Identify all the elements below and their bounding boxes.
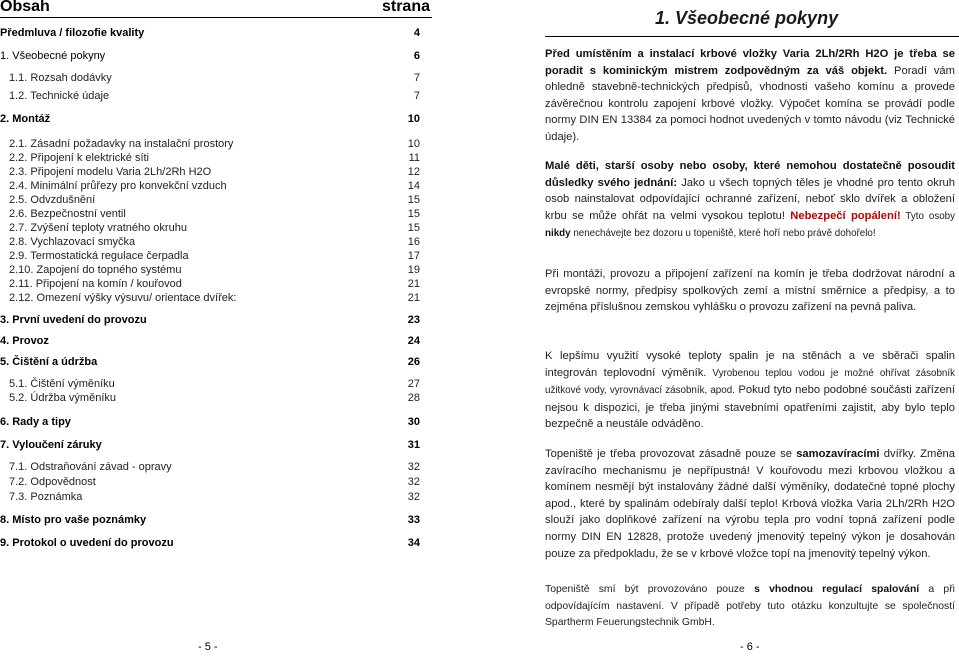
emphasis-self-closing: samozavíracími <box>796 448 880 460</box>
paragraph-text: K lepšímu využití vysoké teploty spalin je na stěnách a ve sběrači spalin integrován teplovodní výměník. <box>545 350 955 379</box>
paragraph-text: a při odpovídajícím nastavení. V případě potřeby tuto otázku konzultujte se společností Spartherm Feuerungstechnik GmbH. <box>545 584 955 629</box>
paragraph-chimney-consultation <box>545 46 955 146</box>
toc-entry-page: 32 <box>407 491 420 503</box>
toc-entry-page: 10 <box>407 113 420 125</box>
toc-entry-page: 4 <box>413 27 420 39</box>
toc-entry-text: 7. Vyloučení záruky <box>0 439 102 451</box>
toc-entry-page: 23 <box>407 314 420 326</box>
toc-entry-page: 19 <box>407 264 420 276</box>
toc-entry-text: 7.1. Odstraňování závad - opravy <box>9 461 172 473</box>
paragraph-standards: Při montáži, provozu a připojení zařízení na komín je třeba dodržovat národní a evropské normy, předpisy spolkových zemí a místní směrnice a předpisy, a to zejména příslušnou zemskou vyhlášku o provozu zařízení na pevná paliva. <box>545 268 955 314</box>
toc-entry-text: 2.1. Zásadní požadavky na instalační prostory <box>9 138 234 150</box>
toc-entry-text: 5.1. Čištění výměníku <box>9 378 115 390</box>
paragraph-text: dvířky. Změna zavíracího mechanismu je nepřípustná! V kouřovodu mezi krbovou vložkou a komínem nesmějí být instalovány žádné další výměníky, dodatečné topné plochy apod., které by spalinám odebíraly další teplo! Krbová vložka Varia 2Lh/2Rh H2O slouží jako doplňkové zařízení na výrobu tepla pro vodní topná zařízení podle normy DIN EN 12828, protože uvedený jmenovitý tepelný výkon je dosahován pouze za předpokladu, že se v krbové vložce topí na jmenovitý tepelný výkon. <box>545 448 955 560</box>
paragraph-children-warning <box>545 158 955 243</box>
toc-entry-text: 2.3. Připojení modelu Varia 2Lh/2Rh H2O <box>9 166 212 178</box>
bold-lead: Malé děti, starší osoby nebo osoby, které nemohou dostatečně posoudit důsledky svého jednání: <box>545 160 955 189</box>
toc-entry-page: 6 <box>413 50 420 62</box>
toc-entry-text: Předmluva / filozofie kvality <box>0 27 145 39</box>
toc-entry-page: 33 <box>407 514 420 526</box>
toc-entry-text: 2.4. Minimální průřezy pro konvekční vzduch <box>9 180 227 192</box>
paragraph-text: Pokud tyto nebo podobné součásti zařízení nejsou k dispozici, je třeba jinými stavebními opatřeními zajistit, aby bylo teplo bezpečně a neustále odváděno. <box>545 384 955 431</box>
emphasis-never: nikdy <box>545 228 571 240</box>
toc-entry-text: 2.8. Vychlazovací smyčka <box>9 236 136 248</box>
toc-entry-text: 2.5. Odvzdušnění <box>9 194 96 206</box>
bold-lead: Před umístěním a instalací krbové vložky Varia 2Lh/2Rh H2O je třeba se poradit s kominickým mistrem zodpovědným za váš objekt. <box>545 48 955 77</box>
toc-entry-text: 9. Protokol o uvedení do provozu <box>0 537 174 549</box>
toc-entry-page: 31 <box>407 439 420 451</box>
toc-header-rule <box>0 17 432 18</box>
toc-entry-page: 12 <box>407 166 420 178</box>
burn-hazard-warning: Nebezpečí popálení! <box>784 209 901 222</box>
toc-entry-page: 21 <box>407 278 420 290</box>
paragraph-self-closing-door <box>545 446 955 562</box>
toc-entry-page: 26 <box>407 356 420 368</box>
toc-entry-text: 1. Všeobecné pokyny <box>0 50 106 62</box>
toc-entry-text: 2. Montáž <box>0 113 51 125</box>
toc-entry-page: 32 <box>407 476 420 488</box>
paragraph-text: Tyto osoby <box>900 210 956 222</box>
toc-entry-text: 2.9. Termostatická regulace čerpadla <box>9 250 189 262</box>
toc-entry-text: 1.2. Technické údaje <box>9 90 110 102</box>
toc-entry-page: 34 <box>407 537 420 549</box>
toc-entry-text: 2.10. Zapojení do topného systému <box>9 264 182 276</box>
toc-entry-text: 2.6. Bezpečnostní ventil <box>9 208 126 220</box>
toc-entry-page: 7 <box>413 72 420 84</box>
paragraph-text: Jako u všech topných těles je vhodné pro tento okruh osob nainstalovat odpovídající ochranné zařízení, neboť sklo dvířek a obložení krbu se může ohřát na velmi vysokou teplotu! <box>545 176 955 222</box>
toc-entry-text: 2.11. Připojení na komín / kouřovod <box>9 278 182 290</box>
paragraph-text: Topeniště smí být provozováno pouze <box>545 584 755 595</box>
emphasis-combustion-control: s vhodnou regulací spalování <box>754 584 920 595</box>
toc-heading: Obsah <box>0 0 50 15</box>
toc-entry-page: 24 <box>407 335 420 347</box>
paragraph-combustion-control <box>545 582 955 632</box>
toc-entry-page: 32 <box>407 461 420 473</box>
section-title: 1. Všeobecné pokyny <box>655 8 839 28</box>
toc-entry-text: 8. Místo pro vaše poznámky <box>0 514 147 526</box>
toc-entry-page: 7 <box>413 90 420 102</box>
toc-entry-text: 2.2. Připojení k elektrické síti <box>9 152 150 164</box>
toc-entry-text: 4. Provoz <box>0 335 49 347</box>
toc-header <box>0 0 432 18</box>
paragraph-text: Topeniště je třeba provozovat zásadně pouze se <box>545 448 797 460</box>
toc-entry-text: 5.2. Údržba výměníku <box>9 392 116 404</box>
toc-entry-page: 17 <box>407 250 420 262</box>
toc-page-column-label: strana <box>381 0 430 15</box>
page-number-left: - 5 - <box>198 641 218 653</box>
toc-entry-page: 16 <box>407 236 420 248</box>
toc-entry-page: 15 <box>407 222 420 234</box>
toc-entry-page: 10 <box>407 138 420 150</box>
toc-entry-page: 28 <box>407 392 420 404</box>
page-number-right: - 6 - <box>740 641 760 653</box>
toc-entry-text: 2.12. Omezení výšky výsuvu/ orientace dvířek: <box>9 292 237 304</box>
toc-entry-page: 11 <box>408 152 420 164</box>
paragraph-text: Vyrobenou teplou vodou je možné ohřívat zásobník užitkové vody, vyrovnávací zásobník, apod. <box>545 367 955 397</box>
section-title-rule <box>545 36 959 37</box>
toc-entry-page: 21 <box>407 292 420 304</box>
toc-entry-text: 5. Čištění a údržba <box>0 356 98 368</box>
toc-entry-page: 15 <box>407 194 420 206</box>
paragraph-heat-exchanger <box>545 348 955 433</box>
toc-entry-text: 7.3. Poznámka <box>9 491 83 503</box>
toc-entry-text: 2.7. Zvýšení teploty vratného okruhu <box>9 222 187 234</box>
toc-entry-page: 27 <box>407 378 420 390</box>
toc-entry-page: 30 <box>407 416 420 428</box>
paragraph-text: nenechávejte bez dozoru u topeniště, které hoří nebo právě dohořelo! <box>570 228 876 240</box>
toc-entry-text: 1.1. Rozsah dodávky <box>9 72 112 84</box>
paragraph-text: Poradí vám ohledně stavebně-technických předpisů, vhodnosti vašeho komínu a provede závěrečnou kontrolu zapojení krbové vložky. Výpočet komína se provádí podle normy DIN EN 13384 za pomoci hodnot uvedených v tomto návodu (viz Technické údaje). <box>545 64 955 143</box>
toc-entry-text: 7.2. Odpovědnost <box>9 476 96 488</box>
toc-entry-page: 14 <box>407 180 420 192</box>
toc-entry-text: 6. Rady a tipy <box>0 416 71 428</box>
toc-entry-page: 15 <box>407 208 420 220</box>
toc-entry-text: 3. První uvedení do provozu <box>0 314 147 326</box>
toc-page <box>0 0 432 657</box>
